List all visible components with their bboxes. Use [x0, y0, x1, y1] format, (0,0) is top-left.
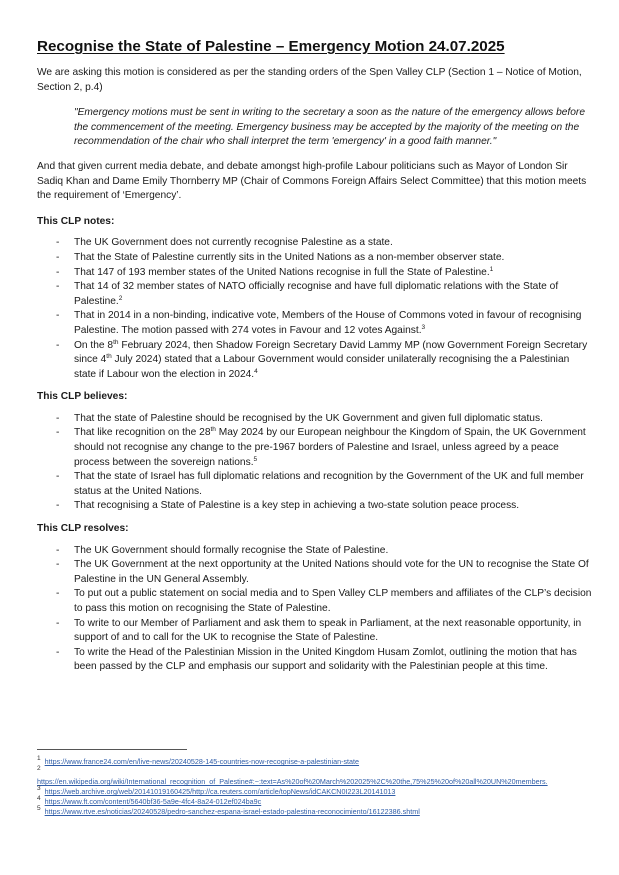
ordinal-suffix: th: [210, 426, 216, 434]
believes-heading: This CLP believes:: [37, 391, 128, 403]
footnote-number: 5: [37, 805, 41, 812]
notes-item: [37, 309, 593, 338]
list-dash: -: [56, 617, 60, 629]
notes-item: [37, 251, 593, 266]
emergency-justification-paragraph: And that given current media debate, and debate amongst high-profile Labour politicians such as Mayor of London Sir Sadiq Khan and Dame Emily Thornberry MP (Chair of Commons Foreign Affairs Select Committee) that this motion meets the requirement of ‘Emergency’.: [37, 160, 587, 202]
ordinal-suffix: th: [106, 353, 112, 361]
resolves-item: [37, 558, 593, 587]
list-dash: -: [56, 281, 60, 293]
list-dash: -: [56, 266, 60, 278]
footnote-ref[interactable]: 1: [489, 265, 494, 273]
footnote: [37, 757, 597, 767]
notes-item-text: That in 2014 in a non-binding, indicative vote, Members of the House of Commons voted in favour of recognising Palestine. The motion passed with 274 votes in Favour and 12 votes Against.: [74, 310, 582, 336]
notes-list: [37, 236, 593, 382]
believes-list: [37, 412, 593, 514]
footnote: [37, 797, 597, 807]
footnote-link[interactable]: https://www.rtve.es/noticias/20240528/pedro-sanchez-espana-israel-estado-palestina-reconocimiento/16122386.shtml: [44, 807, 420, 816]
notes-item-text: That 14 of 32 member states of NATO officially recognise and have full diplomatic relations with the State of Palestine.: [74, 281, 559, 307]
notes-item: [37, 280, 593, 309]
notes-item: [37, 339, 593, 383]
believes-item: [37, 426, 593, 470]
footnote-number: 3: [37, 785, 41, 792]
resolves-item: [37, 646, 593, 675]
footnote-separator: [37, 749, 187, 750]
resolves-item-text: To write to our Member of Parliament and ask them to speak in Parliament, at the next reasonable opportunity, in support of and to call for the UK to recognise the State of Palestine.: [74, 617, 582, 644]
notes-item-text: On the 8: [74, 339, 114, 351]
footnote-number: 1: [37, 755, 41, 762]
resolves-list: [37, 544, 593, 675]
footnotes: [37, 757, 597, 817]
resolves-heading: This CLP resolves:: [37, 523, 129, 535]
resolves-item-text: The UK Government should formally recognise the State of Palestine.: [74, 544, 389, 556]
document-title: Recognise the State of Palestine – Emergency Motion 24.07.2025: [37, 38, 505, 55]
resolves-item: [37, 617, 593, 646]
footnote-ref[interactable]: 3: [421, 323, 426, 331]
notes-item-text: February 2024, then Shadow Foreign Secretary David Lammy MP (now Government Foreign Secretary since 4: [74, 339, 588, 366]
list-dash: -: [56, 559, 60, 571]
footnote-ref[interactable]: 2: [118, 294, 123, 302]
list-dash: -: [56, 339, 60, 351]
footnote: [37, 807, 597, 817]
footnote-link[interactable]: https://www.ft.com/content/5640bf36-5a9e-4fc4-8a24-012ef024ba9c: [44, 797, 262, 806]
footnote-ref[interactable]: 5: [253, 455, 258, 463]
notes-heading: This CLP notes:: [37, 215, 115, 227]
footnote-link[interactable]: https://web.archive.org/web/20141019160425/http://ca.reuters.com/article/topNews/idCAKCN0I223L20141013: [44, 787, 396, 796]
resolves-item-text: To write the Head of the Palestinian Mission in the United Kingdom Husam Zomlot, outlining the motion that has been passed by the CLP and emphasis our support and solidarity with the Palestinian people at this time.: [74, 646, 577, 673]
list-dash: -: [56, 500, 60, 512]
believes-item-text: That the state of Israel has full diplomatic relations and recognition by the Government of the UK and full member status at the United Nations.: [74, 471, 584, 497]
notes-item-text: The UK Government does not currently recognise Palestine as a state.: [74, 237, 393, 249]
list-dash: -: [56, 251, 60, 263]
believes-item-text: That the state of Palestine should be recognised by the UK Government and given full diplomatic status.: [74, 412, 543, 424]
notes-item-text: July 2024) stated that a Labour Government would consider unilaterally recognising the a Palestinian state if Labour won the election in 2024.: [74, 354, 570, 380]
believes-item: [37, 499, 593, 514]
list-dash: -: [56, 471, 60, 483]
notes-item: [37, 266, 593, 281]
standing-orders-quote: "Emergency motions must be sent in writing to the secretary a soon as the nature of the emergency allows before the commencement of the meeting. Emergency business may be accepted by the majority of the meeting on the recommendation of the chair who shall interpret the term 'emergency' in a good faith manner.": [74, 107, 585, 148]
footnote-ref[interactable]: 4: [254, 367, 258, 375]
intro-paragraph: We are asking this motion is considered as per the standing orders of the Spen Valley CLP (Section 1 – Notice of Motion, Section 2, p.4): [37, 67, 582, 93]
list-dash: -: [56, 588, 60, 600]
footnote-number: 2: [37, 765, 41, 772]
notes-item: [37, 236, 593, 251]
believes-item-text: That recognising a State of Palestine is a key step in achieving a two-state solution peace process.: [74, 500, 520, 512]
resolves-item-text: To put out a public statement on social media and to Spen Valley CLP members and affiliates of the CLP’s decision to pass this motion on recognising the State of Palestine.: [74, 588, 592, 614]
footnote: [37, 787, 597, 797]
footnote-link[interactable]: https://www.france24.com/en/live-news/20240528-145-countries-now-recognise-a-palestinian-state: [44, 757, 360, 766]
notes-item-text: That the State of Palestine currently sits in the United Nations as a non-member observer state.: [74, 251, 505, 263]
list-dash: -: [56, 412, 60, 424]
believes-item: [37, 470, 593, 499]
list-dash: -: [56, 310, 60, 322]
list-dash: -: [56, 646, 60, 658]
believes-item-text: May 2024 by our European neighbour the Kingdom of Spain, the UK Government should not recognise any change to the pre-1967 borders of Palestine and Israel, unless agreed by a peace process between the sovereign nations.: [74, 427, 586, 468]
footnote-link[interactable]: https://en.wikipedia.org/wiki/International_recognition_of_Palestine#:~:text=As%20of%20March%202025%2C%20the,75%25%20of%20all%20UN%20members.: [37, 777, 548, 786]
believes-item-text: That like recognition on the 28: [74, 427, 211, 439]
footnote: [37, 767, 597, 787]
list-dash: -: [56, 544, 60, 556]
resolves-item: [37, 587, 593, 616]
notes-item-text: That 147 of 193 member states of the United Nations recognise in full the State of Palestine.: [74, 266, 490, 278]
ordinal-suffix: th: [113, 338, 119, 346]
believes-item: [37, 412, 593, 427]
resolves-item-text: The UK Government at the next opportunity at the United Nations should vote for the UN to recognise the State Of Palestine in the UN General Assembly.: [74, 559, 589, 585]
footnote-number: 4: [37, 795, 41, 802]
list-dash: -: [56, 237, 60, 249]
list-dash: -: [56, 427, 60, 439]
resolves-item: [37, 544, 593, 559]
